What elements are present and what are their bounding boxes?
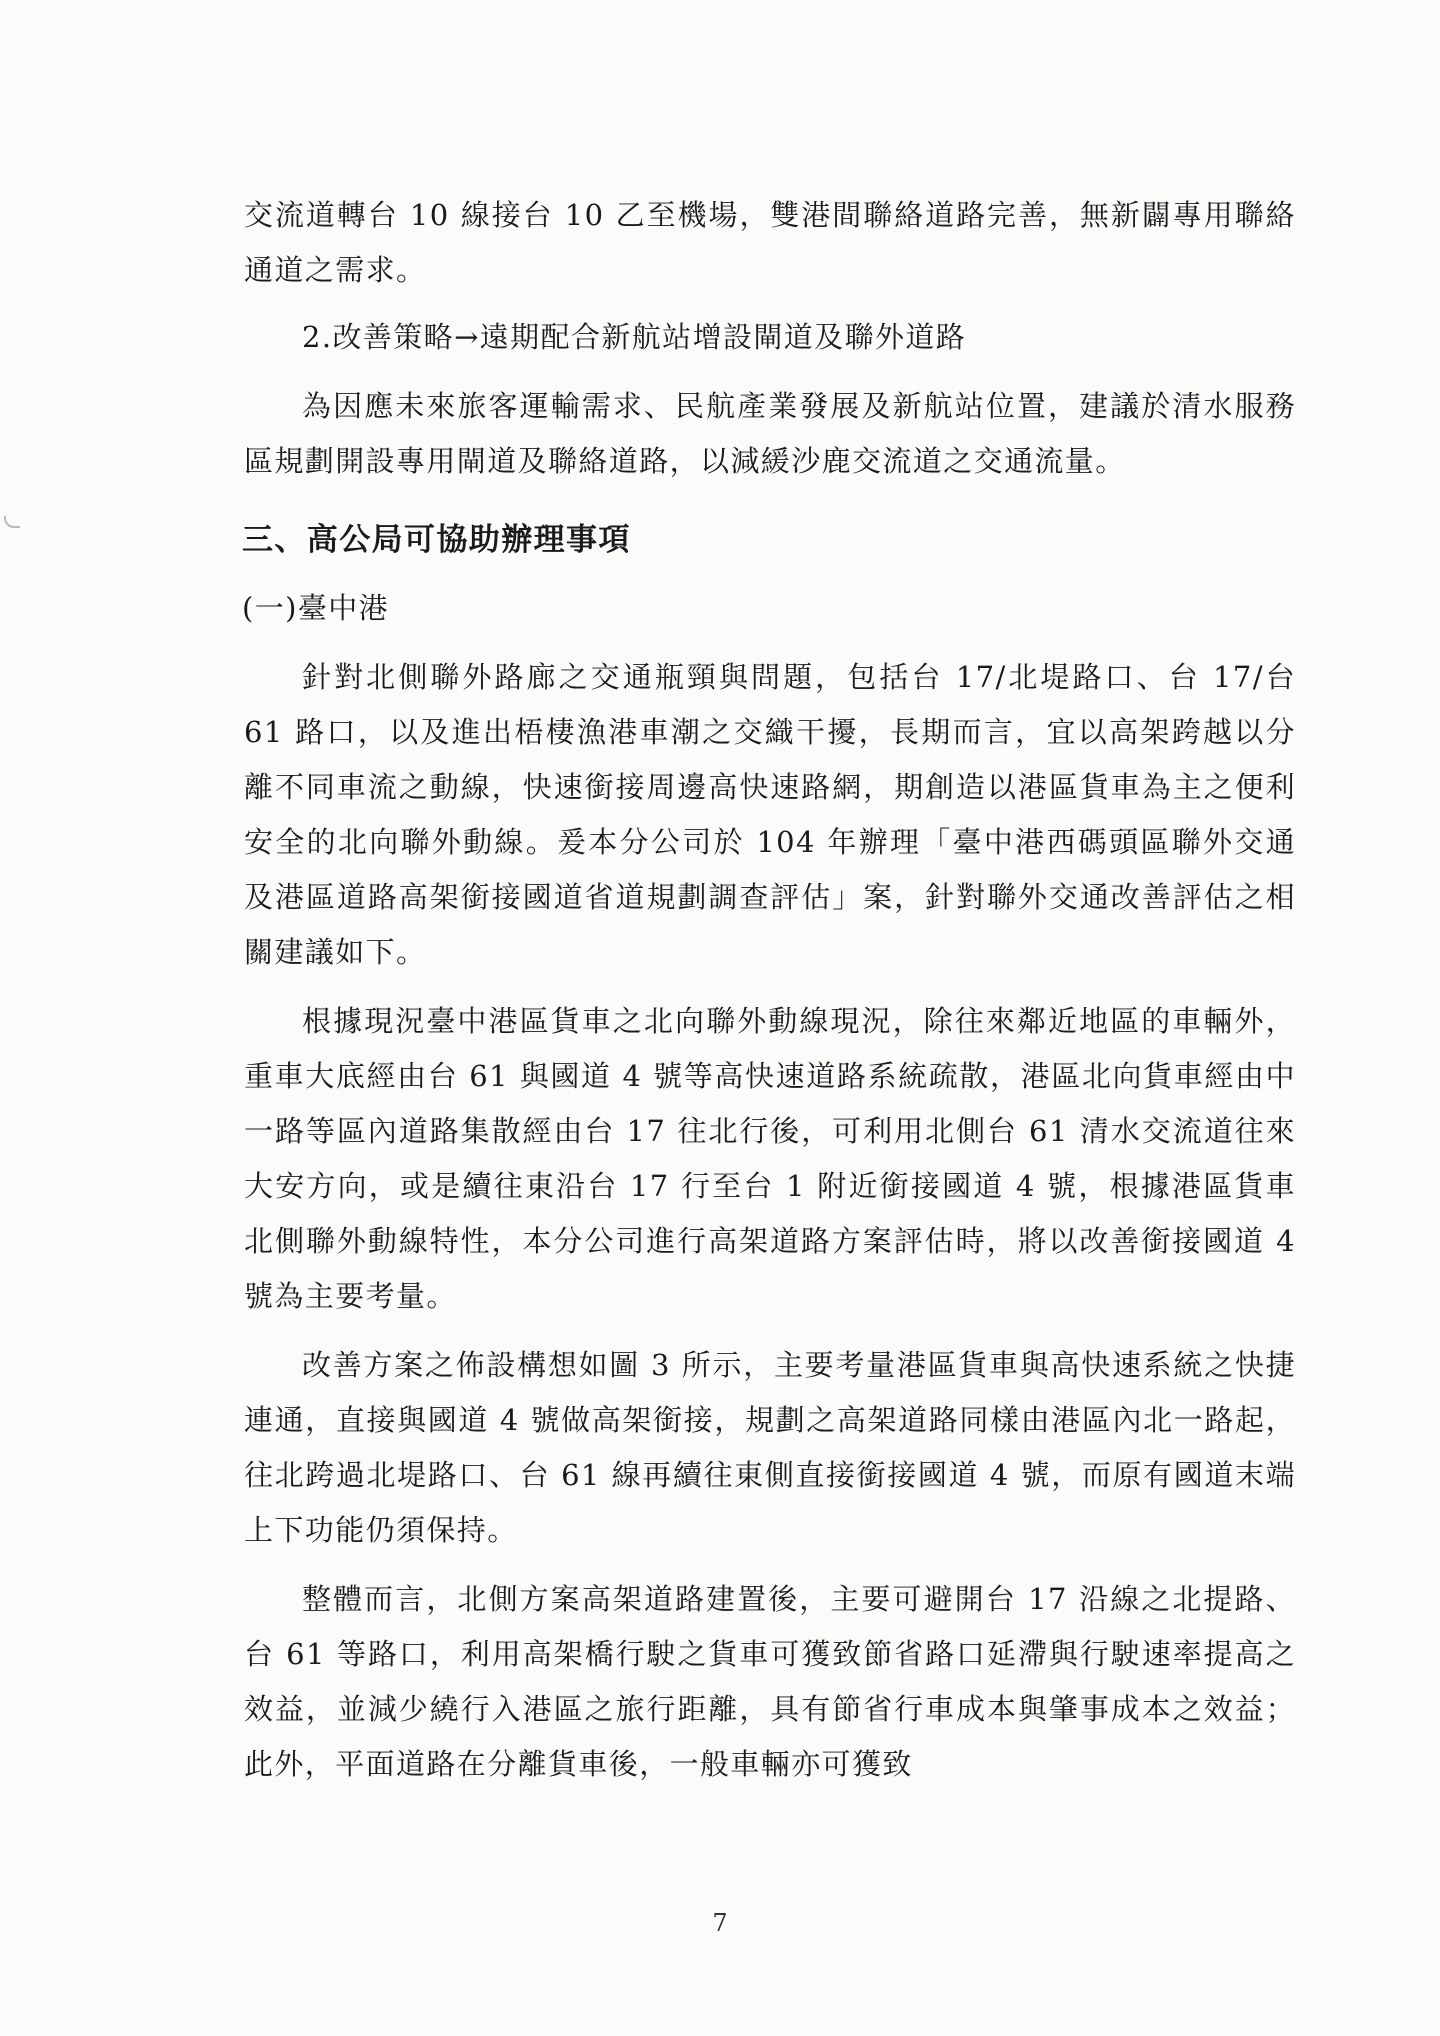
body-paragraph-4: 整體而言，北側方案高架道路建置後，主要可避開台 17 沿線之北提路、台 61 等路口，利用高架橋行駛之貨車可獲致節省路口延滯與行駛速率提高之效益，並減少繞行入港區之旅行距離，具有節省行車成本與肇事成本之效益；此外，平面道路在分離貨車後，一般車輛亦可獲致	[244, 1582, 1296, 1781]
body-paragraph-2: 根據現況臺中港區貨車之北向聯外動線現況，除往來鄰近地區的車輛外，重車大底經由台 61 與國道 4 號等高快速道路系統疏散，港區北向貨車經由中一路等區內道路集散經由台 17 往北行後，可利用北側台 61 清水交流道往來大安方向，或是續往東沿台 17 行至台 1 附近銜接國道 4 號，根據港區貨車北側聯外動線特性，本分公司進行高架道路方案評估時，將以改善銜接國道 4 號為主要考量。	[244, 1004, 1296, 1313]
page-content	[244, 188, 1296, 1792]
body-paragraph-3: 改善方案之佈設構想如圖 3 所示，主要考量港區貨車與高快速系統之快捷連通，直接與國道 4 號做高架銜接，規劃之高架道路同樣由港區內北一路起，往北跨過北堤路口、台 61 線再續往東側直接銜接國道 4 號，而原有國道末端上下功能仍須保持。	[244, 1348, 1296, 1547]
page-number: 7	[712, 1909, 728, 1937]
subsection-heading: (一)臺中港	[242, 591, 390, 625]
section-heading: 三、高公局可協助辦理事項	[242, 522, 631, 558]
continuation-paragraph: 交流道轉台 10 線接台 10 乙至機場，雙港間聯絡道路完善，無新闢專用聯絡通道之需求。	[244, 198, 1296, 287]
strategy-paragraph: 為因應未來旅客運輸需求、民航產業發展及新航站位置，建議於清水服務區規劃開設專用閘道及聯絡道路，以減緩沙鹿交流道之交通流量。	[244, 389, 1296, 478]
scan-margin-mark	[4, 516, 20, 528]
body-paragraph-1: 針對北側聯外路廊之交通瓶頸與問題，包括台 17/北堤路口、台 17/台 61 路口，以及進出梧棲漁港車潮之交織干擾，長期而言，宜以高架跨越以分離不同車流之動線，快速銜接周邊高快速路網，期創造以港區貨車為主之便利安全的北向聯外動線。爰本分公司於 104 年辦理「臺中港西碼頭區聯外交通及港區道路高架銜接國道省道規劃調查評估」案，針對聯外交通改善評估之相關建議如下。	[244, 660, 1296, 969]
list-item-strategy-2: 2.改善策略→遠期配合新航站增設閘道及聯外道路	[302, 320, 967, 354]
